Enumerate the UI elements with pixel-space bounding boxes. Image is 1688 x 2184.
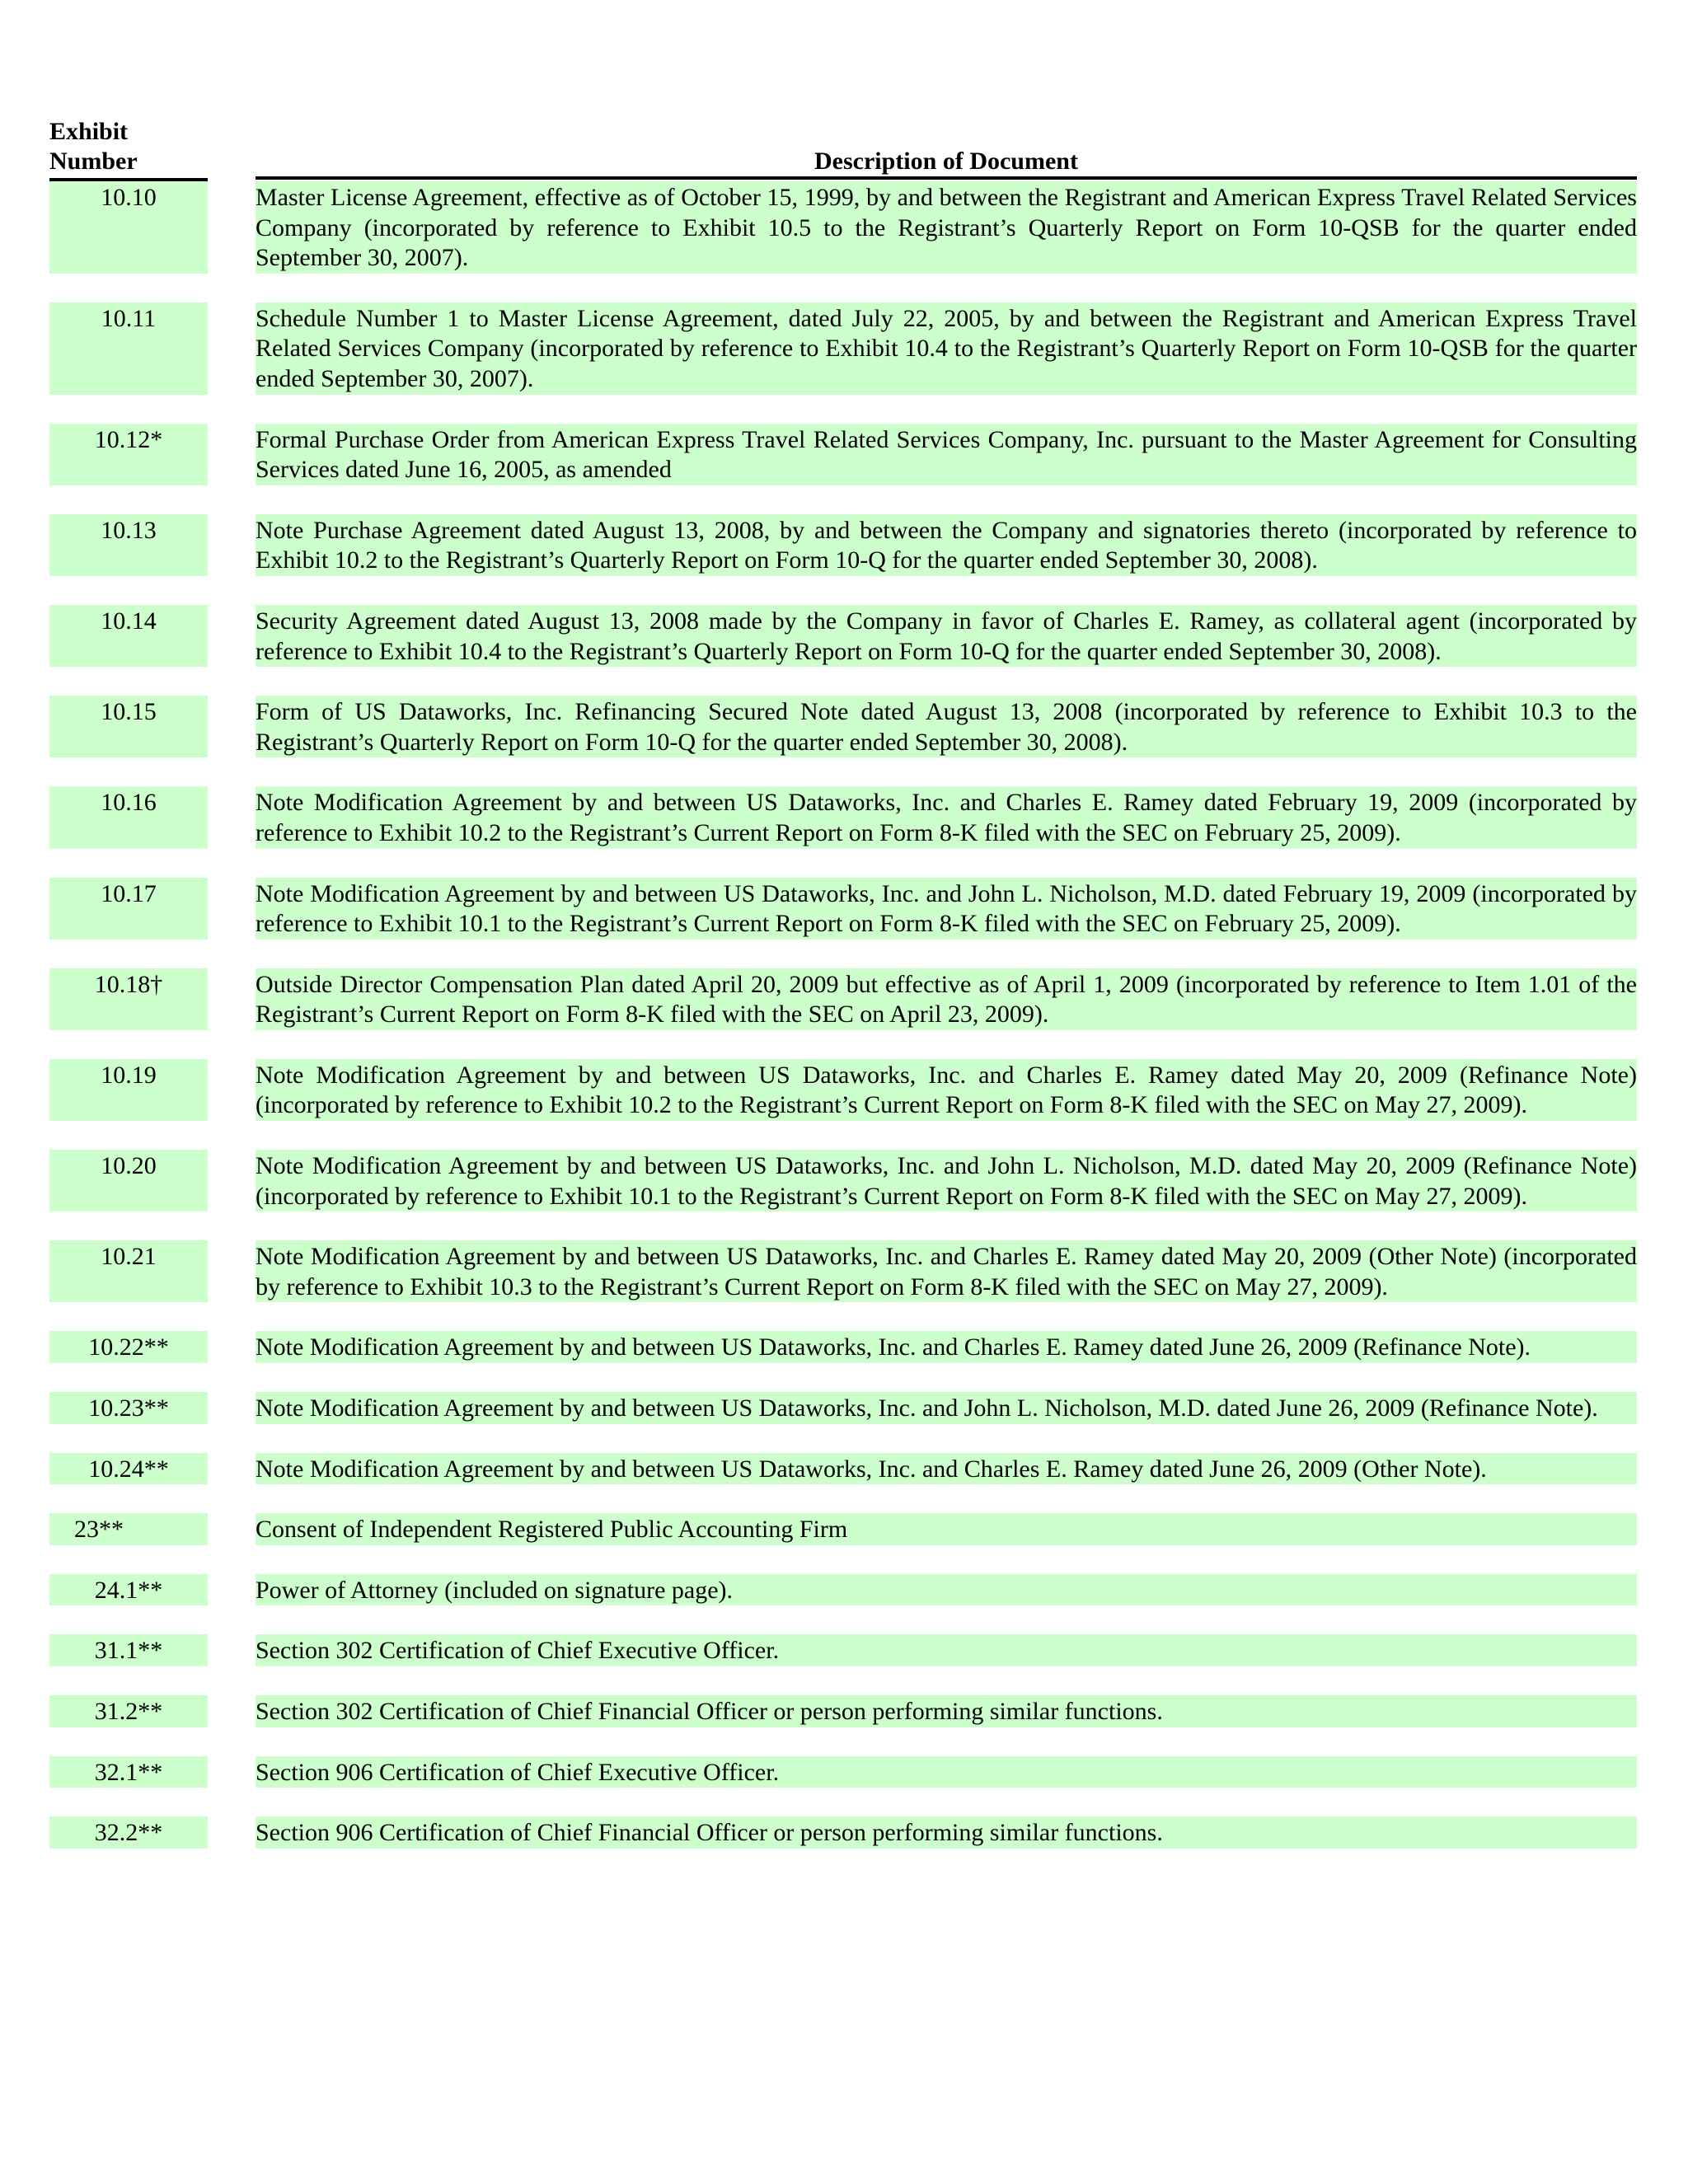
exhibit-number: 10.12* — [94, 425, 163, 453]
exhibit-number-cell — [49, 181, 208, 274]
exhibit-number-cell — [49, 605, 208, 667]
exhibit-description: Section 302 Certification of Chief Financial Officer or person performing similar functions. — [256, 1695, 1637, 1727]
table-row — [49, 605, 1637, 667]
table-row — [49, 302, 1637, 395]
exhibit-description: Section 906 Certification of Chief Executive Officer. — [256, 1756, 1637, 1788]
exhibit-header-line1: Exhibit — [49, 118, 129, 145]
exhibit-description: Formal Purchase Order from American Express Travel Related Services Company, Inc. pursuant to the Master Agreement for Consulting Services dated June 16, 2005, as amended — [256, 424, 1637, 485]
exhibit-number: 10.18† — [94, 970, 163, 998]
exhibit-description: Note Modification Agreement by and between US Dataworks, Inc. and Charles E. Ramey dated June 26, 2009 (Refinance Note). — [256, 1331, 1637, 1363]
exhibit-number: 31.2** — [94, 1698, 163, 1725]
exhibit-description: Power of Attorney (included on signature page). — [256, 1574, 1637, 1606]
exhibit-number-cell — [49, 696, 208, 757]
exhibit-description: Note Purchase Agreement dated August 13, 2008, by and between the Company and signatories thereto (incorporated by reference to Exhibit 10.2 to the Registrant’s Quarterly Report on Form 10-Q for the quarter ended September 30, 2008). — [256, 514, 1637, 576]
table-row — [49, 514, 1637, 576]
exhibit-number-cell — [49, 1392, 208, 1424]
table-row — [49, 786, 1637, 848]
exhibit-description: Master License Agreement, effective as of October 15, 1999, by and between the Registrant and American Express Travel Related Services Company (incorporated by reference to Exhibit 10.5 to the Registrant’s Quarterly Report on Form 10-QSB for the quarter ended September 30, 2007). — [256, 181, 1637, 274]
table-row — [49, 878, 1637, 940]
exhibit-number-cell — [49, 786, 208, 848]
exhibit-description: Note Modification Agreement by and between US Dataworks, Inc. and John L. Nicholson, M.D. dated May 20, 2009 (Refinance Note) (incorporated by reference to Exhibit 10.1 to the Registrant’s Current Report on Form 8-K filed with the SEC on May 27, 2009). — [256, 1150, 1637, 1212]
table-row — [49, 1695, 1637, 1727]
exhibit-number-cell — [49, 1513, 208, 1545]
exhibit-number-cell — [49, 514, 208, 576]
exhibit-description: Note Modification Agreement by and between US Dataworks, Inc. and John L. Nicholson, M.D. dated June 26, 2009 (Refinance Note). — [256, 1392, 1637, 1424]
exhibit-number: 10.14 — [101, 607, 157, 635]
exhibit-description: Section 906 Certification of Chief Financial Officer or person performing similar functions. — [256, 1816, 1637, 1849]
exhibit-description: Note Modification Agreement by and between US Dataworks, Inc. and John L. Nicholson, M.D. dated February 19, 2009 (incorporated by reference to Exhibit 10.1 to the Registrant’s Current Report on Form 8-K filed with the SEC on February 25, 2009). — [256, 878, 1637, 940]
exhibit-number-cell — [49, 1240, 208, 1302]
table-row — [49, 968, 1637, 1030]
exhibit-number: 10.16 — [101, 789, 157, 817]
exhibit-description: Schedule Number 1 to Master License Agreement, dated July 22, 2005, by and between the Registrant and American Express Travel Related Services Company (incorporated by reference to Exhibit 10.4 to the Registrant’s Quarterly Report on Form 10-QSB for the quarter ended September 30, 2007). — [256, 302, 1637, 395]
exhibit-number-cell — [49, 968, 208, 1030]
exhibit-number: 10.23** — [88, 1394, 169, 1422]
exhibit-number-cell — [49, 1695, 208, 1727]
table-header — [49, 115, 1637, 180]
exhibit-number-cell — [49, 878, 208, 940]
exhibit-number-cell — [49, 1816, 208, 1849]
exhibit-number: 32.1** — [94, 1758, 163, 1786]
exhibit-table-body — [49, 181, 1637, 1877]
table-row — [49, 1453, 1637, 1485]
exhibit-number-cell — [49, 1574, 208, 1606]
table-row — [49, 696, 1637, 757]
exhibit-number: 24.1** — [94, 1576, 163, 1604]
table-row — [49, 1513, 1637, 1545]
exhibit-description: Security Agreement dated August 13, 2008 made by the Company in favor of Charles E. Ramey, as collateral agent (incorporated by reference to Exhibit 10.4 to the Registrant’s Quarterly Report on Form 10-Q for the quarter ended September 30, 2008). — [256, 605, 1637, 667]
exhibit-description: Outside Director Compensation Plan dated April 20, 2009 but effective as of April 1, 2009 (incorporated by reference to Item 1.01 of the Registrant’s Current Report on Form 8-K filed with the SEC on April 23, 2009). — [256, 968, 1637, 1030]
exhibit-number-cell — [49, 1059, 208, 1121]
exhibit-number: 10.13 — [101, 516, 157, 544]
table-row — [49, 1816, 1637, 1849]
table-row — [49, 424, 1637, 485]
table-row — [49, 1150, 1637, 1212]
table-row — [49, 1331, 1637, 1363]
exhibit-number-cell — [49, 1756, 208, 1788]
exhibit-number: 10.10 — [101, 184, 157, 211]
description-header-underline — [256, 176, 1637, 180]
exhibit-number: 10.17 — [101, 879, 157, 907]
exhibit-number-cell — [49, 1150, 208, 1212]
exhibit-description: Form of US Dataworks, Inc. Refinancing Secured Note dated August 13, 2008 (incorporated by reference to Exhibit 10.3 to the Registrant’s Quarterly Report on Form 10-Q for the quarter ended September 30, 2008). — [256, 696, 1637, 757]
exhibit-index-page — [49, 115, 1637, 1847]
exhibit-description: Note Modification Agreement by and between US Dataworks, Inc. and Charles E. Ramey dated February 19, 2009 (incorporated by reference to Exhibit 10.2 to the Registrant’s Current Report on Form 8-K filed with the SEC on February 25, 2009). — [256, 786, 1637, 848]
description-header: Description of Document — [814, 148, 1078, 175]
exhibit-number: 10.20 — [101, 1152, 157, 1180]
exhibit-number-cell — [49, 424, 208, 485]
exhibit-number: 31.1** — [94, 1637, 163, 1665]
exhibit-header-line2: Number — [49, 148, 138, 175]
exhibit-description: Consent of Independent Registered Public Accounting Firm — [256, 1513, 1637, 1545]
exhibit-number: 10.15 — [101, 698, 157, 726]
exhibit-number: 10.22** — [88, 1333, 169, 1361]
exhibit-description: Note Modification Agreement by and between US Dataworks, Inc. and Charles E. Ramey dated May 20, 2009 (Other Note) (incorporated by reference to Exhibit 10.3 to the Registrant’s Current Report on Form 8-K filed with the SEC on May 27, 2009). — [256, 1240, 1637, 1302]
exhibit-number-cell — [49, 1453, 208, 1485]
exhibit-number: 23** — [74, 1516, 124, 1544]
exhibit-description: Note Modification Agreement by and between US Dataworks, Inc. and Charles E. Ramey dated May 20, 2009 (Refinance Note) (incorporated by reference to Exhibit 10.2 to the Registrant’s Current Report on Form 8-K filed with the SEC on May 27, 2009). — [256, 1059, 1637, 1121]
table-row — [49, 1756, 1637, 1788]
exhibit-number: 10.19 — [101, 1061, 157, 1089]
exhibit-number: 10.11 — [101, 304, 157, 332]
table-row — [49, 1574, 1637, 1606]
exhibit-number-header — [49, 117, 208, 176]
exhibit-number: 10.21 — [101, 1243, 157, 1271]
table-row — [49, 1059, 1637, 1121]
exhibit-description: Note Modification Agreement by and between US Dataworks, Inc. and Charles E. Ramey dated June 26, 2009 (Other Note). — [256, 1453, 1637, 1485]
table-row — [49, 181, 1637, 274]
table-row — [49, 1634, 1637, 1666]
table-row — [49, 1392, 1637, 1424]
exhibit-number-cell — [49, 1634, 208, 1666]
exhibit-number: 32.2** — [94, 1819, 163, 1847]
table-row — [49, 1240, 1637, 1302]
exhibit-description: Section 302 Certification of Chief Executive Officer. — [256, 1634, 1637, 1666]
exhibit-number-cell — [49, 302, 208, 395]
exhibit-number: 10.24** — [88, 1455, 169, 1483]
exhibit-number-cell — [49, 1331, 208, 1363]
